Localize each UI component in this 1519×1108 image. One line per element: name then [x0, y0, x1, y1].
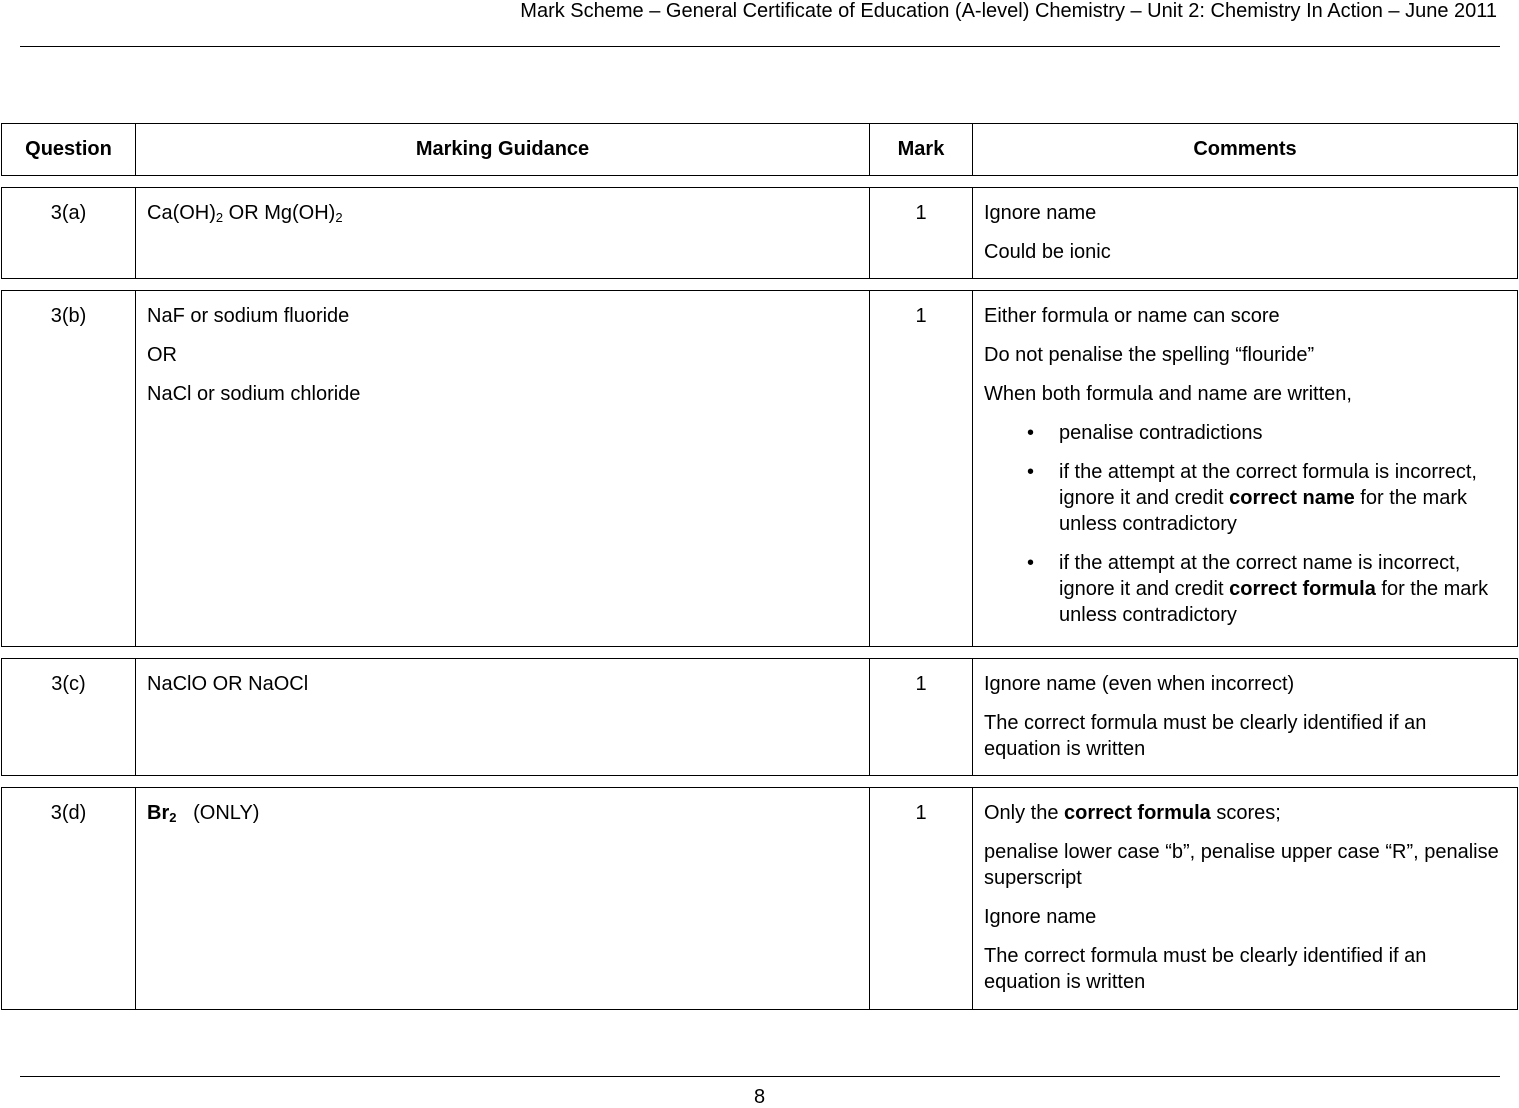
comment-line: Either formula or name can score — [984, 305, 1280, 327]
page-number: 8 — [753, 1086, 766, 1108]
mark-value: 1 — [915, 305, 927, 327]
comment-bullet: • if the attempt at the correct formula is incorrect, ignore it and credit correct name for the mark unless contradictory — [984, 459, 1503, 537]
page-header: Mark Scheme – General Certificate of Education (A-level) Chemistry – Unit 2: Chemistry In Action – June 2011 — [520, 0, 1497, 22]
comment-line: Only the correct formula scores; — [984, 802, 1281, 824]
marking-guidance: NaCl or sodium chloride — [147, 383, 361, 405]
comment-bullet: • penalise contradictions — [984, 420, 1503, 446]
mark-value: 1 — [915, 673, 927, 695]
marking-guidance: $Br_2$ (ONLY) — [147, 802, 260, 825]
comment-bullet: • if the attempt at the correct name is incorrect, ignore it and credit correct formula for the mark unless contradictory — [984, 550, 1503, 628]
comment-line: Ignore name — [984, 906, 1097, 928]
table-row — [1, 187, 1518, 279]
col-header-guidance: Marking Guidance — [136, 124, 870, 175]
marking-guidance: $Ca(OH)_2$ OR $Mg(OH)_2$ — [147, 202, 343, 225]
table-row — [1, 787, 1518, 1010]
table-row — [1, 290, 1518, 647]
marking-guidance: NaClO OR NaOCl — [147, 673, 309, 695]
table-header-row — [1, 123, 1518, 176]
mark-value: 1 — [915, 802, 927, 824]
col-header-question: Question — [2, 124, 136, 175]
comment-line: The correct formula must be clearly identified if an equation is written — [984, 712, 1427, 760]
comment-line: The correct formula must be clearly identified if an equation is written — [984, 945, 1427, 993]
question-number: 3(b) — [50, 305, 87, 327]
mark-value: 1 — [915, 202, 927, 224]
comment-line: penalise lower case “b”, penalise upper case “R”, penalise superscript — [984, 841, 1499, 889]
col-header-mark: Mark — [870, 124, 973, 175]
question-number: 3(a) — [50, 202, 87, 224]
question-number: 3(c) — [51, 673, 86, 695]
comment-line: Could be ionic — [984, 241, 1111, 263]
col-header-comments: Comments — [1193, 138, 1297, 160]
comment-line: Ignore name — [984, 202, 1097, 224]
marking-guidance: OR — [147, 344, 177, 366]
footer-rule — [20, 1076, 1500, 1077]
table-row — [1, 658, 1518, 776]
question-number: 3(d) — [50, 802, 87, 824]
marking-guidance: NaF or sodium fluoride — [147, 305, 350, 327]
comment-line: When both formula and name are written, — [984, 383, 1352, 405]
comment-line: Ignore name (even when incorrect) — [984, 673, 1295, 695]
header-rule — [20, 46, 1500, 47]
comment-line: Do not penalise the spelling “flouride” — [984, 344, 1315, 366]
